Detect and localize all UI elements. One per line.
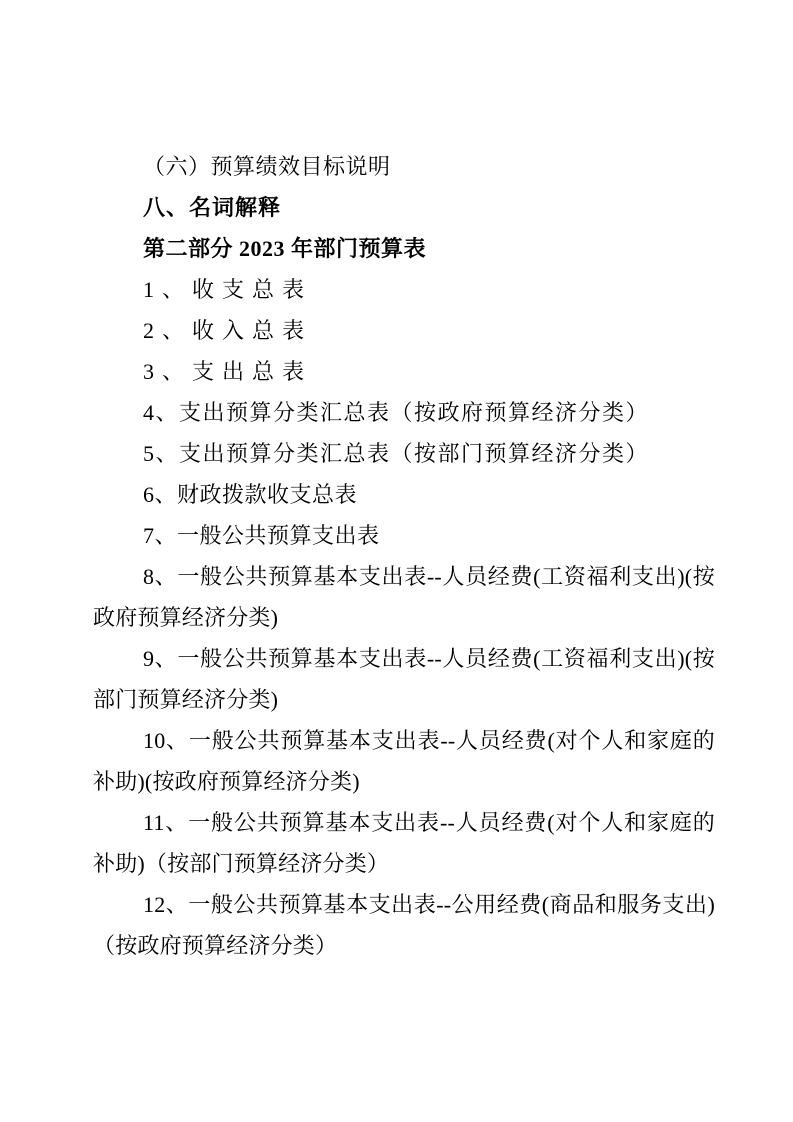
toc-item: 8、一般公共预算基本支出表--人员经费(工资福利支出)(按政府预算经济分类) — [93, 564, 715, 630]
toc-item: 5、支出预算分类汇总表（按部门预算经济分类） — [143, 441, 650, 466]
toc-item: 2、收入总表 — [143, 318, 313, 343]
toc-item: 12、一般公共预算基本支出表--公用经费(商品和服务支出)（按政府预算经济分类） — [93, 892, 715, 958]
toc-item: 3、支出总表 — [143, 359, 313, 384]
toc-item: 6、财政拨款收支总表 — [143, 482, 358, 507]
toc-item: 7、一般公共预算支出表 — [143, 523, 380, 548]
toc-item: 10、一般公共预算基本支出表--人员经费(对个人和家庭的补助)(按政府预算经济分类) — [93, 728, 715, 794]
intro-item: （六）预算绩效目标说明 — [143, 154, 391, 179]
document-content — [93, 146, 715, 966]
toc-item: 9、一般公共预算基本支出表--人员经费(工资福利支出)(按部门预算经济分类) — [93, 646, 715, 712]
section-heading: 八、名词解释 — [143, 195, 282, 220]
toc-item: 11、一般公共预算基本支出表--人员经费(对个人和家庭的补助)（按部门预算经济分类） — [93, 810, 715, 876]
toc-item: 4、支出预算分类汇总表（按政府预算经济分类） — [143, 400, 650, 425]
toc-item: 1、收支总表 — [143, 277, 313, 302]
part-heading: 第二部分 2023 年部门预算表 — [143, 236, 427, 261]
